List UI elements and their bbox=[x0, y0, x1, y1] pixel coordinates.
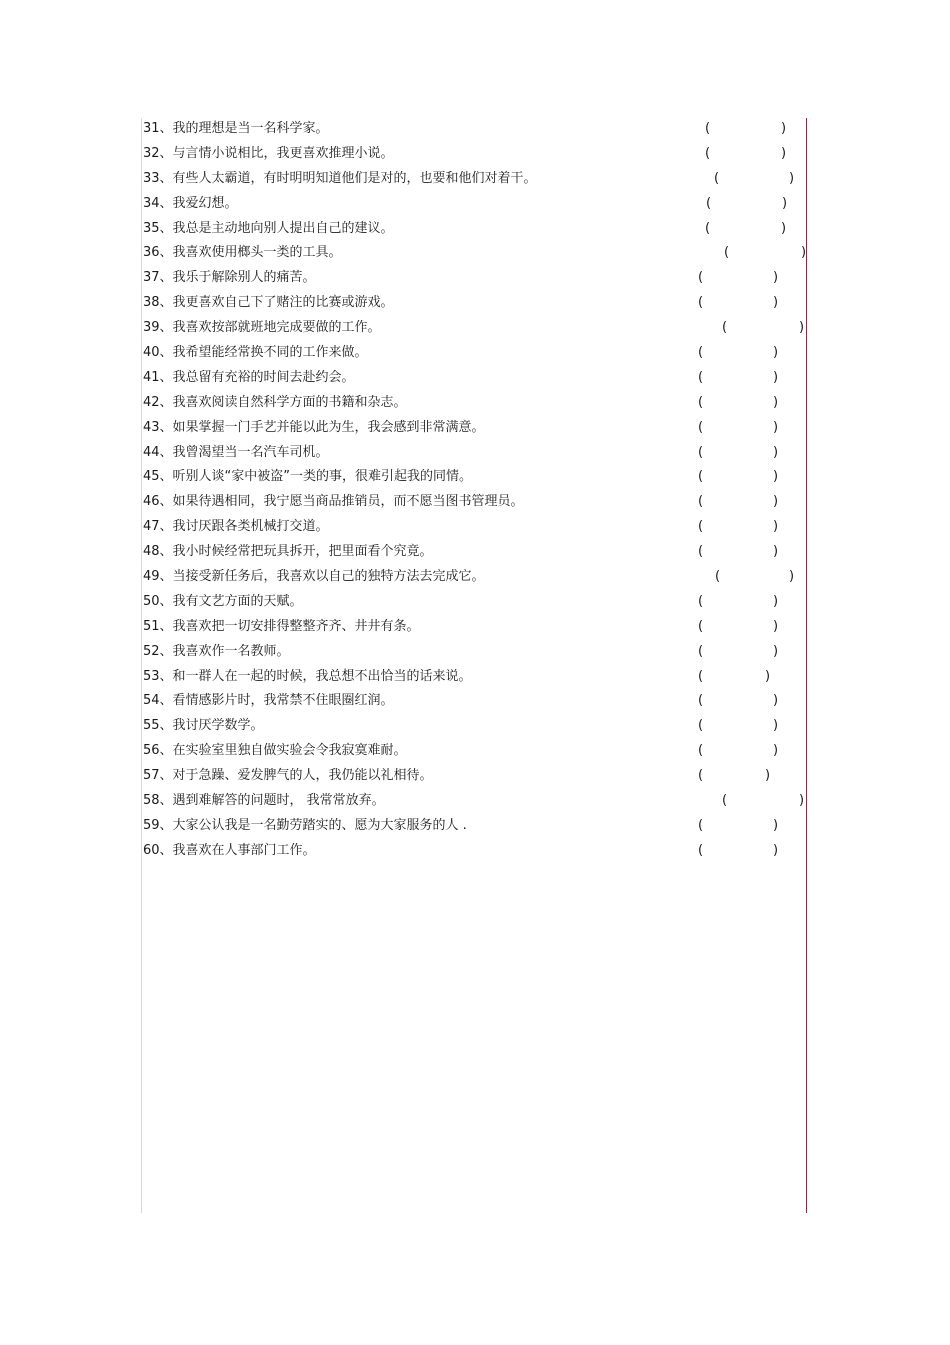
question-row bbox=[143, 616, 805, 641]
answer-close-paren: ) bbox=[773, 444, 779, 460]
question-row bbox=[143, 466, 805, 491]
answer-open-paren: ( bbox=[698, 718, 704, 734]
question-text: 45、听别人谈“家中被盗”一类的事，很难引起我的同情。 bbox=[143, 469, 473, 485]
answer-open-paren: ( bbox=[698, 842, 704, 858]
answer-close-paren: ) bbox=[773, 618, 779, 634]
answer-open-paren: ( bbox=[715, 569, 721, 585]
question-text: 56、在实验室里独自做实验会令我寂寞难耐。 bbox=[143, 743, 407, 759]
question-text: 32、与言情小说相比，我更喜欢推理小说。 bbox=[143, 145, 394, 161]
answer-open-paren: ( bbox=[698, 618, 704, 634]
right-margin-line bbox=[806, 118, 807, 1213]
answer-close-paren: ) bbox=[789, 569, 795, 585]
answer-open-paren: ( bbox=[698, 544, 704, 560]
question-row bbox=[143, 193, 805, 218]
answer-close-paren: ) bbox=[781, 145, 787, 161]
question-row bbox=[143, 666, 805, 691]
question-row bbox=[143, 541, 805, 566]
question-row bbox=[143, 392, 805, 417]
answer-close-paren: ) bbox=[765, 668, 771, 684]
answer-open-paren: ( bbox=[698, 394, 704, 410]
question-text: 52、我喜欢作一名教师。 bbox=[143, 643, 290, 659]
answer-open-paren: ( bbox=[698, 643, 704, 659]
question-text: 33、有些人太霸道，有时明明知道他们是对的，也要和他们对着干。 bbox=[143, 170, 537, 186]
answer-open-paren: ( bbox=[706, 195, 712, 211]
question-text: 59、大家公认我是一名勤劳踏实的、愿为大家服务的人 . bbox=[143, 817, 467, 833]
answer-open-paren: ( bbox=[698, 469, 704, 485]
question-text: 37、我乐于解除别人的痛苦。 bbox=[143, 270, 316, 286]
answer-open-paren: ( bbox=[698, 270, 704, 286]
question-text: 43、如果掌握一门手艺并能以此为生，我会感到非常满意。 bbox=[143, 419, 485, 435]
question-row bbox=[143, 591, 805, 616]
answer-close-paren: ) bbox=[773, 693, 779, 709]
answer-close-paren: ) bbox=[773, 494, 779, 510]
question-text: 34、我爱幻想。 bbox=[143, 195, 238, 211]
question-row bbox=[143, 740, 805, 765]
answer-close-paren: ) bbox=[773, 544, 779, 560]
question-text: 60、我喜欢在人事部门工作。 bbox=[143, 842, 316, 858]
question-row bbox=[143, 516, 805, 541]
question-row bbox=[143, 292, 805, 317]
answer-close-paren: ) bbox=[801, 245, 807, 261]
question-row bbox=[143, 143, 805, 168]
answer-close-paren: ) bbox=[765, 768, 771, 784]
answer-open-paren: ( bbox=[698, 444, 704, 460]
question-row bbox=[143, 367, 805, 392]
answer-open-paren: ( bbox=[698, 593, 704, 609]
answer-open-paren: ( bbox=[698, 519, 704, 535]
answer-open-paren: ( bbox=[705, 145, 711, 161]
answer-close-paren: ) bbox=[773, 270, 779, 286]
answer-close-paren: ) bbox=[799, 320, 805, 336]
answer-close-paren: ) bbox=[773, 369, 779, 385]
answer-close-paren: ) bbox=[782, 195, 788, 211]
question-text: 36、我喜欢使用榔头一类的工具。 bbox=[143, 245, 342, 261]
answer-close-paren: ) bbox=[773, 469, 779, 485]
question-text: 49、当接受新任务后，我喜欢以自己的独特方法去完成它。 bbox=[143, 569, 485, 585]
question-row bbox=[143, 442, 805, 467]
answer-close-paren: ) bbox=[773, 842, 779, 858]
answer-close-paren: ) bbox=[773, 419, 779, 435]
answer-open-paren: ( bbox=[698, 768, 704, 784]
question-row bbox=[143, 342, 805, 367]
question-row bbox=[143, 168, 805, 193]
question-text: 44、我曾渴望当一名汽车司机。 bbox=[143, 444, 329, 460]
question-row bbox=[143, 815, 805, 840]
answer-open-paren: ( bbox=[698, 345, 704, 361]
question-text: 38、我更喜欢自己下了赌注的比赛或游戏。 bbox=[143, 295, 394, 311]
answer-open-paren: ( bbox=[714, 170, 720, 186]
answer-open-paren: ( bbox=[705, 220, 711, 236]
question-text: 50、我有文艺方面的天赋。 bbox=[143, 593, 303, 609]
answer-close-paren: ) bbox=[773, 519, 779, 535]
question-text: 51、我喜欢把一切安排得整整齐齐、井井有条。 bbox=[143, 618, 420, 634]
answer-open-paren: ( bbox=[698, 743, 704, 759]
answer-close-paren: ) bbox=[781, 220, 787, 236]
question-text: 35、我总是主动地向别人提出自己的建议。 bbox=[143, 220, 394, 236]
question-row bbox=[143, 715, 805, 740]
question-list bbox=[143, 118, 805, 865]
left-margin-line bbox=[141, 118, 142, 1213]
answer-open-paren: ( bbox=[698, 369, 704, 385]
question-row bbox=[143, 118, 805, 143]
question-row bbox=[143, 566, 805, 591]
answer-open-paren: ( bbox=[722, 320, 728, 336]
question-row bbox=[143, 491, 805, 516]
answer-open-paren: ( bbox=[698, 494, 704, 510]
answer-open-paren: ( bbox=[698, 419, 704, 435]
question-text: 47、我讨厌跟各类机械打交道。 bbox=[143, 519, 329, 535]
question-row bbox=[143, 765, 805, 790]
answer-close-paren: ) bbox=[789, 170, 795, 186]
answer-open-paren: ( bbox=[698, 295, 704, 311]
question-text: 42、我喜欢阅读自然科学方面的书籍和杂志。 bbox=[143, 394, 407, 410]
answer-open-paren: ( bbox=[722, 793, 728, 809]
answer-open-paren: ( bbox=[724, 245, 730, 261]
question-row bbox=[143, 218, 805, 243]
question-text: 55、我讨厌学数学。 bbox=[143, 718, 264, 734]
question-text: 46、如果待遇相同，我宁愿当商品推销员，而不愿当图书管理员。 bbox=[143, 494, 524, 510]
question-row bbox=[143, 690, 805, 715]
question-row bbox=[143, 242, 805, 267]
question-text: 40、我希望能经常换不同的工作来做。 bbox=[143, 345, 368, 361]
answer-close-paren: ) bbox=[773, 593, 779, 609]
answer-close-paren: ) bbox=[773, 743, 779, 759]
question-text: 57、对于急躁、爱发脾气的人，我仍能以礼相待。 bbox=[143, 768, 433, 784]
question-text: 54、看情感影片时，我常禁不住眼圈红润。 bbox=[143, 693, 394, 709]
answer-close-paren: ) bbox=[781, 121, 787, 136]
question-row bbox=[143, 417, 805, 442]
question-row bbox=[143, 840, 805, 865]
question-text: 58、遇到难解答的问题时， 我常常放弃。 bbox=[143, 793, 385, 809]
answer-close-paren: ) bbox=[773, 718, 779, 734]
answer-close-paren: ) bbox=[773, 345, 779, 361]
question-text: 53、和一群人在一起的时候，我总想不出恰当的话来说。 bbox=[143, 668, 472, 684]
question-text: 31、我的理想是当一名科学家。 bbox=[143, 121, 329, 136]
question-row bbox=[143, 317, 805, 342]
answer-open-paren: ( bbox=[698, 693, 704, 709]
answer-close-paren: ) bbox=[773, 817, 779, 833]
answer-close-paren: ) bbox=[773, 643, 779, 659]
question-text: 48、我小时候经常把玩具拆开，把里面看个究竟。 bbox=[143, 544, 433, 560]
question-text: 39、我喜欢按部就班地完成要做的工作。 bbox=[143, 320, 381, 336]
question-row bbox=[143, 267, 805, 292]
answer-close-paren: ) bbox=[799, 793, 805, 809]
answer-close-paren: ) bbox=[773, 295, 779, 311]
question-row bbox=[143, 641, 805, 666]
question-row bbox=[143, 790, 805, 815]
answer-close-paren: ) bbox=[773, 394, 779, 410]
answer-open-paren: ( bbox=[705, 121, 711, 136]
question-text: 41、我总留有充裕的时间去赴约会。 bbox=[143, 369, 355, 385]
answer-open-paren: ( bbox=[698, 668, 704, 684]
answer-open-paren: ( bbox=[698, 817, 704, 833]
